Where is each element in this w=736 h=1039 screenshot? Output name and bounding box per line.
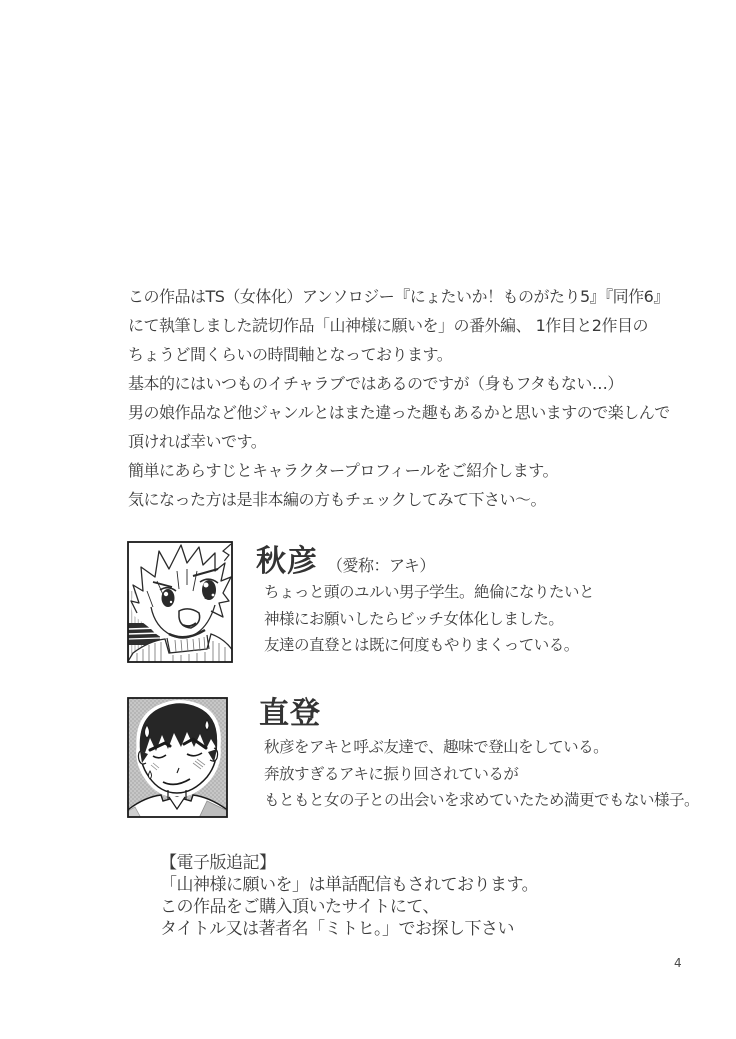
note-line: タイトル又は著者名「ミトヒ。」でお探し下さい xyxy=(160,919,514,939)
intro-line: 男の娘作品など他ジャンルとはまた違った趣もあるかと思いますので楽しんで xyxy=(128,403,670,422)
character-name: 直登 xyxy=(259,696,321,731)
character-title-aki xyxy=(256,544,435,580)
character-name: 秋彦 xyxy=(256,544,318,579)
intro-line: この作品はTS（女体化）アンソロジー『にょたいか！ものがたり5』『同作6』 xyxy=(128,287,669,306)
note-line: 【電子版追記】 xyxy=(160,853,276,873)
character-description-aki xyxy=(264,579,594,659)
sweat-drop xyxy=(205,720,209,730)
note-line: 「山神様に願いを」は単話配信もされております。 xyxy=(160,875,539,895)
description-line: ちょっと頭のユルい男子学生。絶倫になりたいと xyxy=(264,583,595,601)
intro-line: 頂ければ幸いです。 xyxy=(128,432,267,451)
description-line: 友達の直登とは既に何度もやりまくっている。 xyxy=(264,636,579,654)
character-alias: （愛称：アキ） xyxy=(327,556,435,575)
note-line: この作品をご購入頂いたサイトにて、 xyxy=(160,897,439,917)
left-eye xyxy=(162,589,175,607)
intro-line: ちょうど間くらいの時間軸となっております。 xyxy=(128,345,453,364)
description-line: 秋彦をアキと呼ぶ友達で、趣味で登山をしている。 xyxy=(264,738,609,756)
intro-line: 気になった方は是非本編の方もチェックしてみて下さい～。 xyxy=(128,490,547,509)
intro-paragraph xyxy=(128,282,670,514)
right-eye xyxy=(202,580,216,600)
intro-line: 基本的にはいつものイチャラブではあるのですが（身もフタもない…） xyxy=(128,374,623,393)
character-description-naoto xyxy=(264,734,699,814)
description-line: 奔放すぎるアキに振り回されているが xyxy=(264,764,519,783)
intro-line: にて執筆しました読切作品「山神様に願いを」の番外編、 1作目と2作目の xyxy=(128,316,648,335)
intro-line: 簡単にあらすじとキャラクタープロフィールをご紹介します。 xyxy=(128,461,559,480)
aki-portrait-image xyxy=(127,541,233,663)
description-line: もともと女の子との出会いを求めていたため満更でもない様子。 xyxy=(264,791,700,809)
character-title-naoto xyxy=(259,696,330,732)
page-number: 4 xyxy=(674,956,682,970)
description-line: 神様にお願いしたらビッチ女体化しました。 xyxy=(264,609,564,628)
naoto-manga-portrait-image xyxy=(127,697,228,818)
sweat-drop xyxy=(149,771,152,779)
digital-edition-note xyxy=(160,852,538,940)
